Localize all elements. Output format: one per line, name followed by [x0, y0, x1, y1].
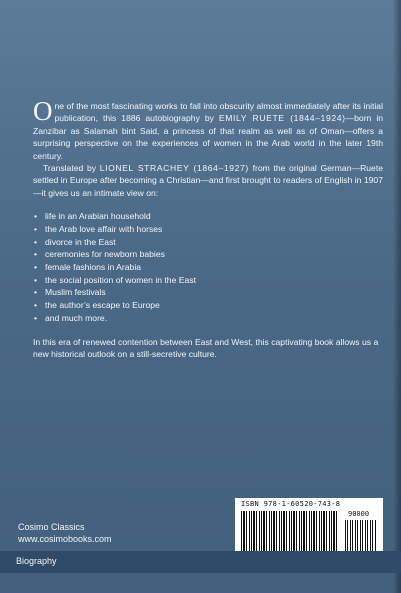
author-name: EMILY RUETE (1844–1924) — [218, 113, 346, 124]
ean-bars — [241, 511, 339, 555]
publisher-block — [18, 521, 112, 545]
intro-paragraph — [33, 96, 384, 162]
publisher-url: www.cosimobooks.com — [18, 534, 112, 544]
cover-description — [33, 96, 384, 360]
closing-paragraph: In this era of renewed contention between East and West, this captivating book allows us a new historical outlook on a still-secretive culture. — [33, 336, 379, 359]
topic-item: • the Arab love affair with horses — [33, 223, 383, 236]
topic-item: • divorce in the East — [33, 236, 383, 249]
translation-text-a: Translated by — [43, 163, 100, 174]
topic-item: • female fashions in Arabia — [33, 261, 383, 274]
spine-edge — [393, 0, 401, 593]
intro-text-a: ne of the most fascinating works to fall into obscurity almost immediately after its initial publication, this 1886 autobiography by — [54, 101, 383, 124]
topic-item: • life in an Arabian household — [33, 210, 383, 223]
translation-text-b: from the original German—Ruete settled in Europe after becoming a Christian—and first brought to readers of English in 1907—it gives us an intimate view on: — [33, 163, 384, 198]
price-code: 90000 — [348, 510, 370, 518]
publisher-name: Cosimo Classics — [18, 522, 85, 532]
intro-text-b: —born in Zanzibar as Salamah bint Said, a princess of that realm as well as of Oman—offers a surprising perspective on the experiences of women in the Arab world in the later 19th century. — [33, 113, 384, 161]
category-label: Biography — [16, 556, 57, 566]
translation-paragraph — [33, 162, 383, 199]
category-bar — [0, 551, 401, 573]
topic-item: • the author’s escape to Europe — [33, 299, 383, 312]
isbn-number: ISBN 978-1-60520-743-8 — [241, 500, 341, 508]
drop-cap: O — [33, 96, 53, 126]
topic-item: • ceremonies for newborn babies — [33, 248, 383, 261]
topic-item: • the social position of women in the East — [33, 274, 383, 287]
translator-name: LIONEL STRACHEY (1864–1927) — [99, 163, 249, 174]
topic-item: • Muslim festivals — [33, 286, 383, 299]
price-bars — [345, 520, 377, 555]
topics-list — [33, 210, 383, 324]
topic-item: • and much more. — [33, 312, 383, 325]
